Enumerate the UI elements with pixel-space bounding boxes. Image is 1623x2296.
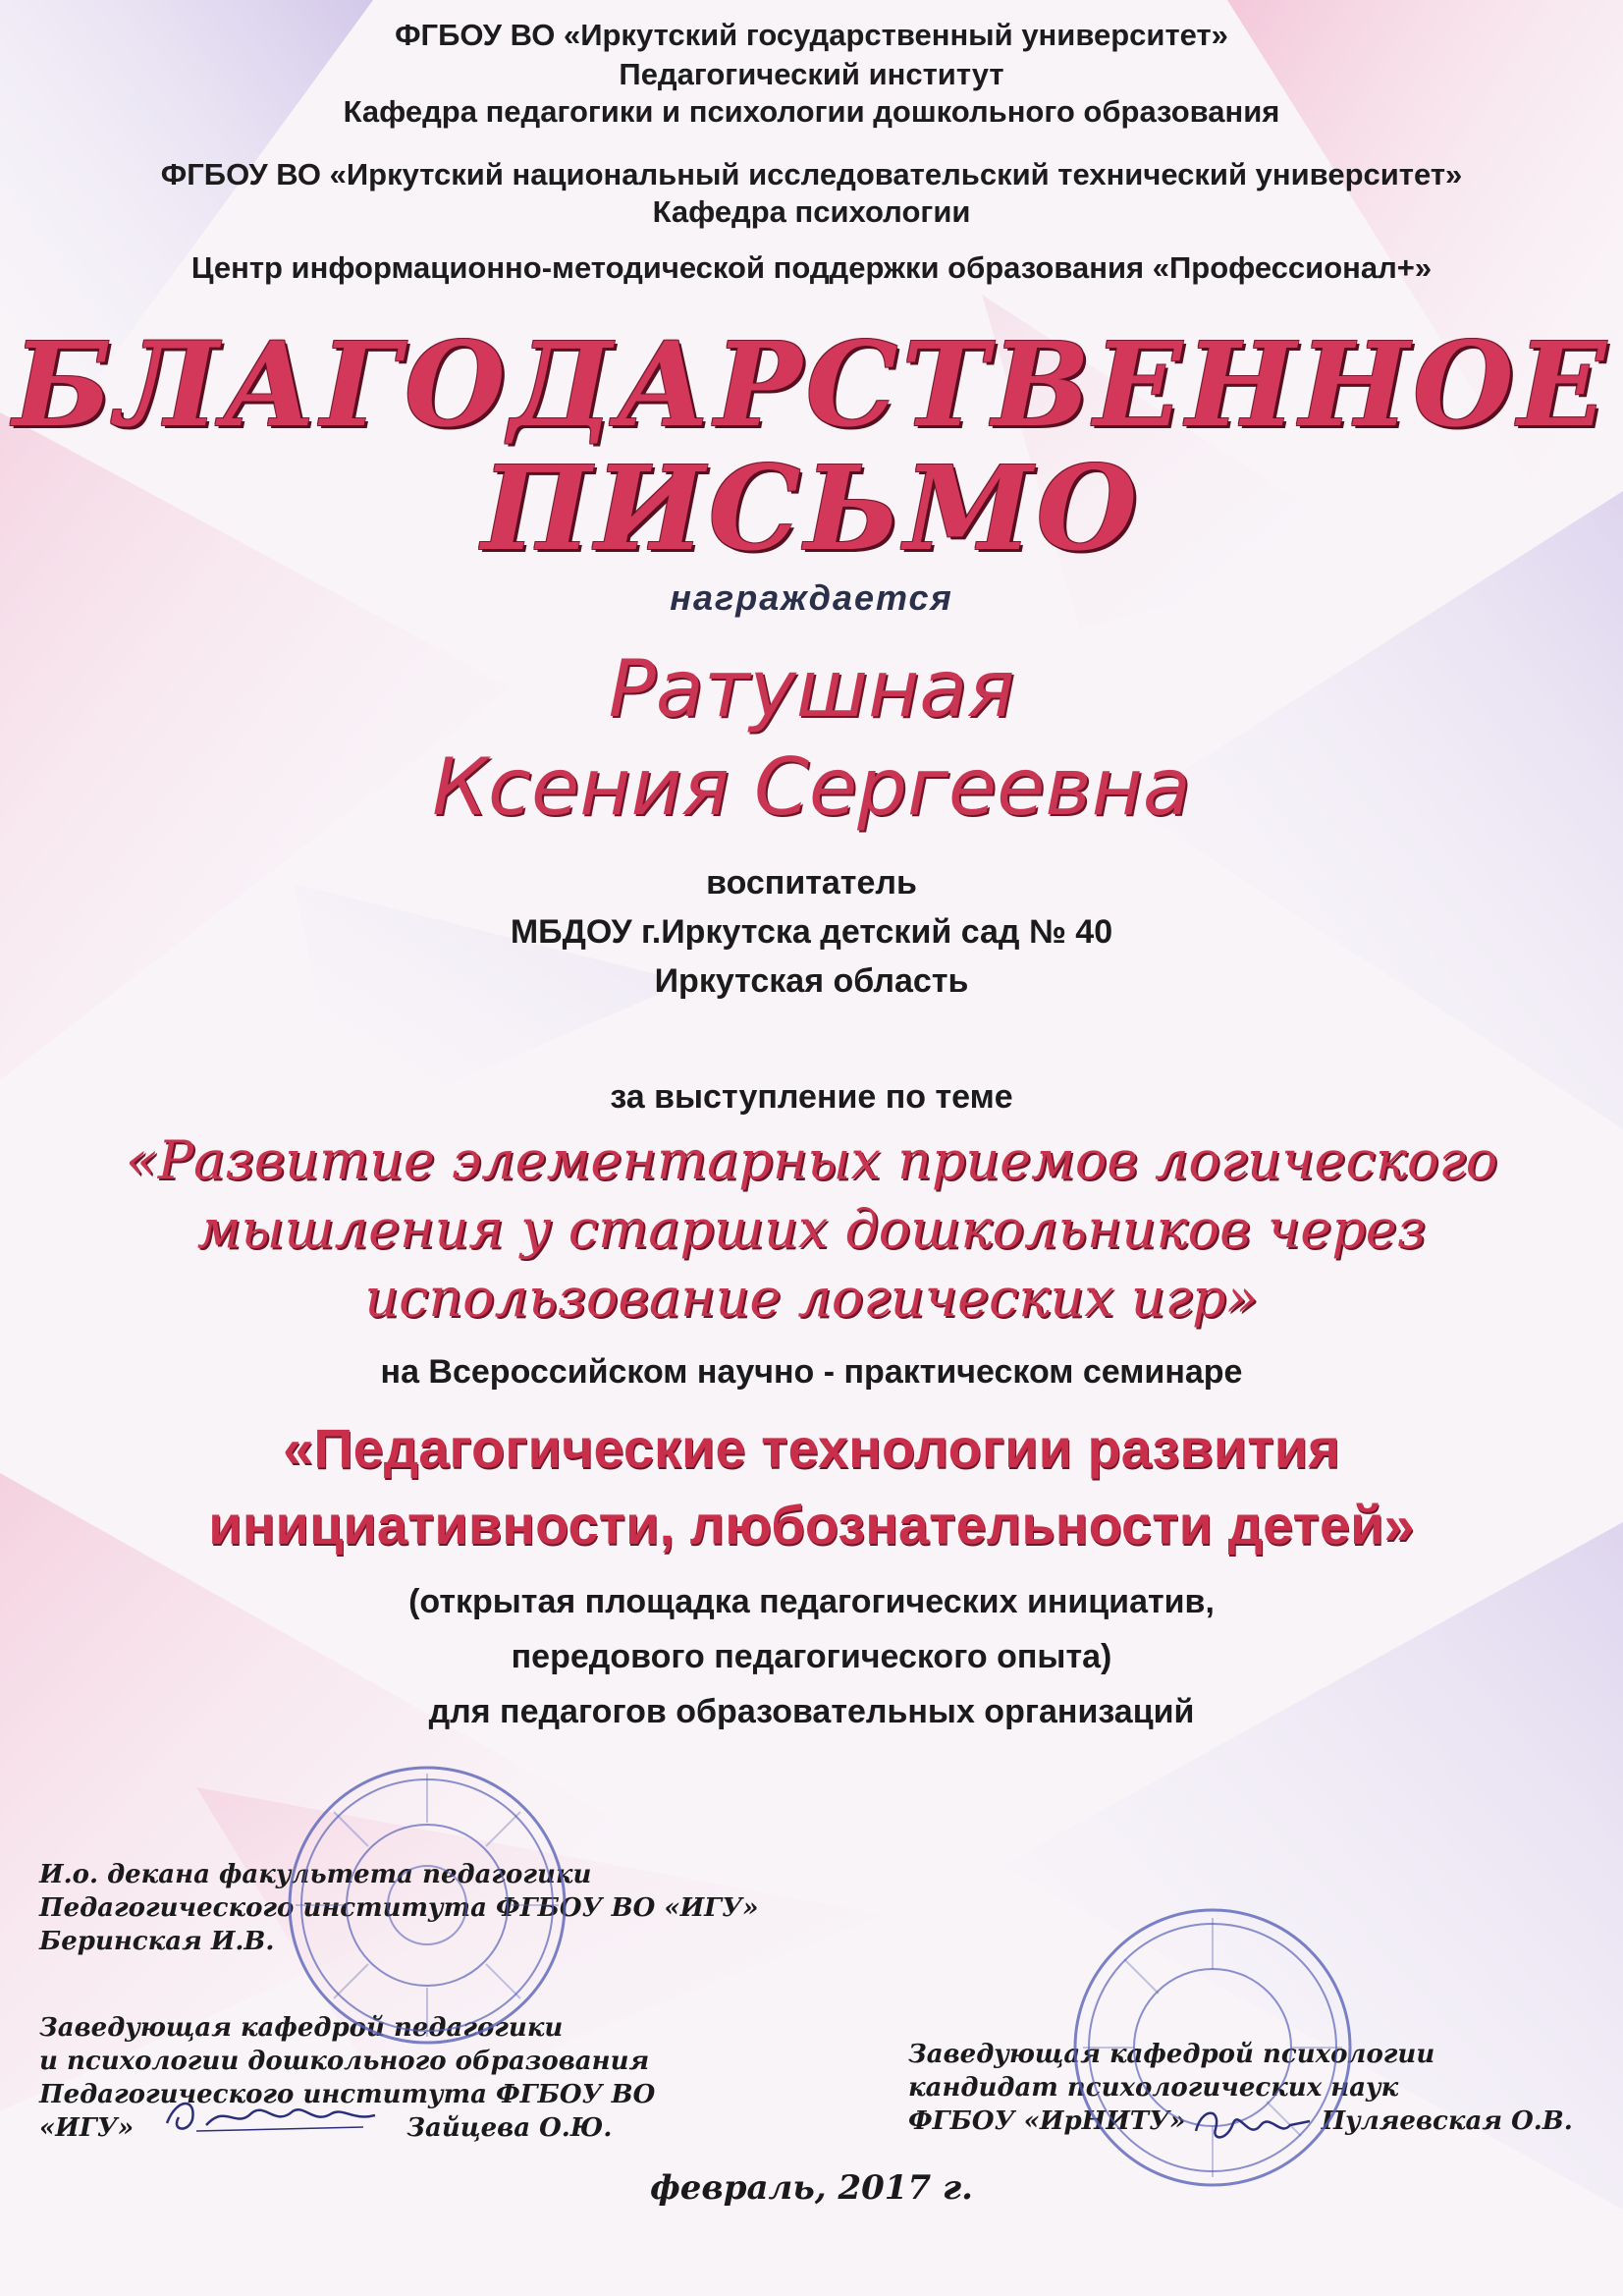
head-pedagogy-institute: Педагогического института ФГБОУ ВО — [39, 2080, 656, 2109]
document-title-line2: ПИСЬМО — [481, 440, 1142, 576]
head-pedagogy-department: и психологии дошкольного образования — [39, 2047, 650, 2076]
seminar-intro: на Всероссийском научно - практическом семинаре — [380, 1353, 1243, 1391]
topic-line3: использование логических игр» — [364, 1267, 1259, 1329]
handwritten-signature-pulyaevskaya — [1188, 2102, 1316, 2151]
topic-line1: «Развитие элементарных приемов логического — [125, 1129, 1498, 1191]
recipient-position: воспитатель — [706, 864, 917, 902]
head-psychology-title: Заведующая кафедрой психологии — [908, 2040, 1435, 2069]
seminar-note2: передового педагогического опыта) — [511, 1638, 1112, 1675]
head-psychology-org: ФГБОУ «ИрНИТУ» — [908, 2106, 1186, 2136]
org2-department: Кафедра психологии — [652, 194, 971, 229]
topic-line2: мышления у старших дошкольников через — [196, 1198, 1427, 1260]
official-seal-right — [1065, 1900, 1360, 2195]
seminar-note3: для педагогов образовательных организаций — [428, 1693, 1195, 1730]
dean-institute: Педагогического института ФГБОУ ВО «ИГУ» — [39, 1893, 759, 1923]
dean-title: И.о. декана факультета педагогики — [39, 1860, 592, 1889]
org2-name: ФГБОУ ВО «Иркутский национальный исследовательский технический университет» — [160, 157, 1463, 191]
seminar-note1: (открытая площадка педагогических инициатив, — [408, 1583, 1215, 1620]
head-psychology-name: Пуляевская О.В. — [1321, 2106, 1573, 2136]
seminar-title-line2: инициативности, любознательности детей» — [208, 1494, 1415, 1556]
topic-intro: за выступление по теме — [610, 1078, 1013, 1116]
recipient-organization: МБДОУ г.Иркутска детский сад № 40 — [510, 913, 1113, 951]
org3-name: Центр информационно-методической поддержки образования «Профессионал+» — [190, 250, 1433, 285]
document-date: февраль, 2017 г. — [650, 2168, 973, 2208]
org1-name: ФГБОУ ВО «Иркутский государственный университет» — [395, 18, 1228, 52]
handwritten-signature-zaytseva — [157, 2090, 383, 2139]
org1-department: Кафедра педагогики и психологии дошкольного образования — [343, 94, 1280, 129]
head-pedagogy-title: Заведующая кафедрой педагогики — [39, 2013, 564, 2043]
document-title-line1: БЛАГОДАРСТВЕННОЕ — [13, 316, 1610, 453]
award-label: награждается — [670, 577, 953, 618]
recipient-surname: Ратушная — [608, 643, 1015, 735]
official-seal-left — [280, 1758, 574, 2052]
org1-institute: Педагогический институт — [619, 57, 1004, 91]
recipient-region: Иркутская область — [654, 962, 969, 1000]
recipient-given-names: Ксения Сергеевна — [432, 741, 1191, 833]
head-pedagogy-name: Зайцева О.Ю. — [406, 2113, 613, 2143]
head-pedagogy-org: «ИГУ» — [39, 2113, 135, 2143]
dean-name: Беринская И.В. — [39, 1927, 275, 1956]
head-psychology-degree: кандидат психологических наук — [908, 2073, 1399, 2103]
seminar-title-line1: «Педагогические технологии развития — [283, 1417, 1340, 1479]
